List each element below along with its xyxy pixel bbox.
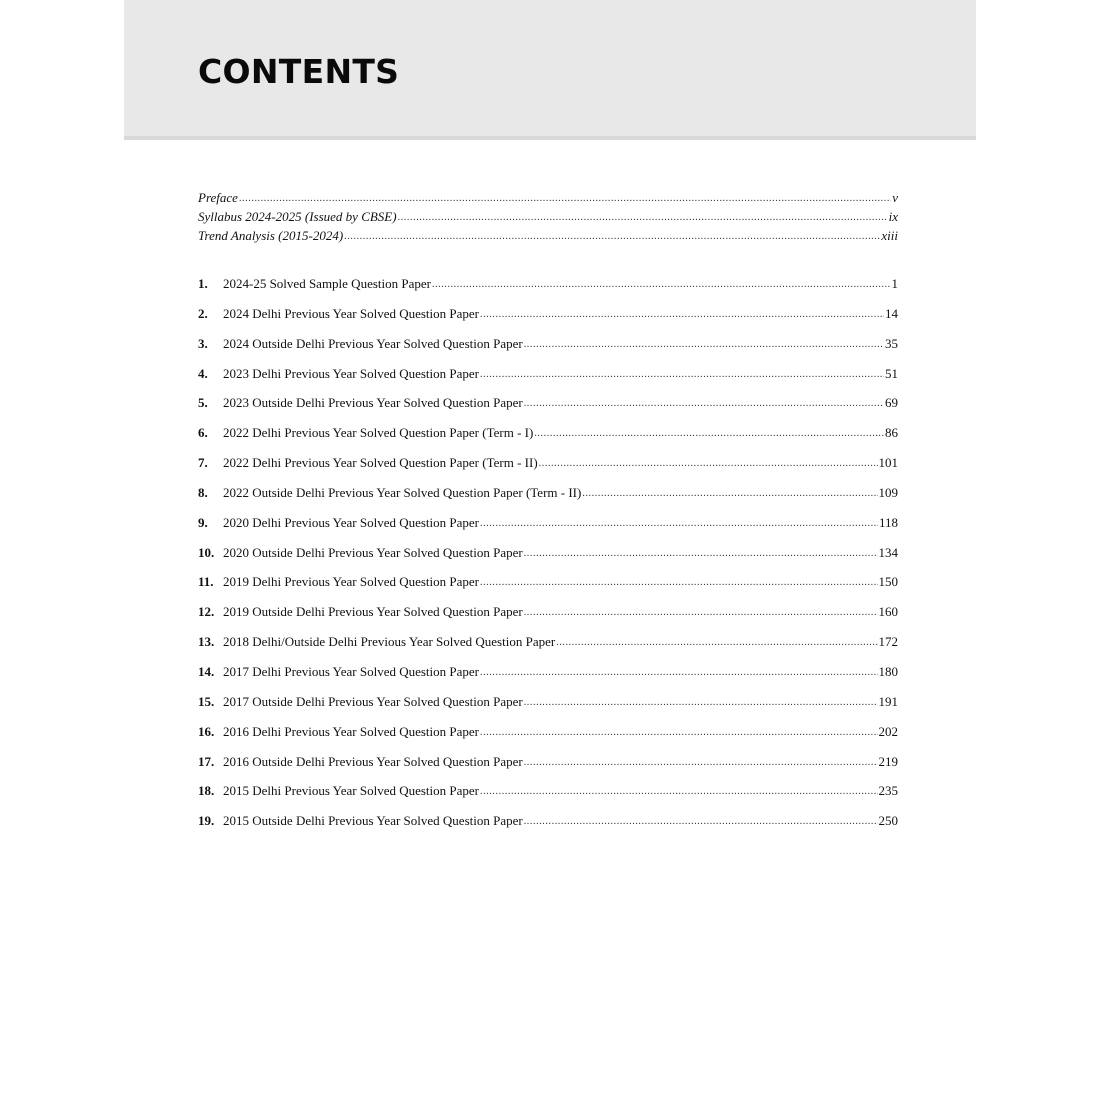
front-matter-item[interactable] [198, 190, 898, 209]
toc-entry-label: 2024 Delhi Previous Year Solved Question Paper [223, 305, 480, 321]
dot-leader [480, 577, 877, 588]
toc-page-number: 219 [878, 753, 898, 769]
dot-leader [239, 193, 891, 204]
document-page [124, 0, 976, 1100]
toc-page-number: ix [888, 209, 898, 224]
dot-leader [582, 488, 877, 499]
chapter-item[interactable] [198, 724, 898, 754]
toc-page-number: 14 [885, 305, 898, 321]
front-matter-item[interactable] [198, 209, 898, 228]
toc-page-number: 35 [885, 335, 898, 351]
dot-leader [524, 339, 884, 350]
dot-leader [480, 786, 877, 797]
toc-page-number: 191 [878, 693, 898, 709]
toc-entry-label: 2020 Outside Delhi Previous Year Solved Question Paper [223, 544, 523, 560]
chapter-number: 2. [198, 305, 208, 321]
chapter-item[interactable] [198, 813, 898, 843]
chapter-item[interactable] [198, 366, 898, 396]
dot-leader [344, 231, 880, 242]
toc-entry-label: 2018 Delhi/Outside Delhi Previous Year Solved Question Paper [223, 634, 556, 650]
toc-entry-label: 2023 Delhi Previous Year Solved Question Paper [223, 365, 480, 381]
chapter-number: 1. [198, 276, 208, 291]
toc-entry-label: 2024 Outside Delhi Previous Year Solved Question Paper [223, 335, 523, 351]
toc-page-number: 51 [885, 365, 898, 381]
chapter-item[interactable] [198, 694, 898, 724]
chapter-number: 9. [198, 514, 208, 530]
toc-page-number: 202 [878, 723, 898, 739]
chapter-number: 6. [198, 425, 208, 441]
toc-page-number: 118 [878, 514, 898, 530]
page-title: CONTENTS [198, 52, 400, 91]
chapter-item[interactable] [198, 425, 898, 455]
toc-page-number: 235 [878, 783, 898, 799]
toc-entry-label: 2022 Delhi Previous Year Solved Question Paper (Term - II) [223, 455, 538, 471]
chapter-number: 19. [198, 813, 215, 829]
chapter-item[interactable] [198, 455, 898, 485]
dot-leader [524, 607, 878, 618]
dot-leader [534, 428, 884, 439]
toc-page-number: 172 [878, 634, 898, 650]
toc-page-number: 160 [878, 604, 898, 620]
toc-page-number: 180 [878, 663, 898, 679]
dot-leader [524, 697, 878, 708]
toc-entry-label: Syllabus 2024-2025 (Issued by CBSE) [198, 209, 397, 224]
chapter-number: 18. [198, 783, 215, 799]
toc-page-number: 134 [878, 544, 898, 560]
toc-page-number: 250 [878, 813, 898, 829]
chapter-number: 12. [198, 604, 215, 620]
chapter-item[interactable] [198, 604, 898, 634]
toc-entry-label: 2016 Outside Delhi Previous Year Solved Question Paper [223, 753, 523, 769]
dot-leader [524, 757, 878, 768]
chapter-number: 13. [198, 634, 215, 650]
dot-leader [398, 212, 888, 223]
chapter-number: 4. [198, 365, 208, 381]
chapter-number: 10. [198, 544, 215, 560]
toc-page-number: 86 [885, 425, 898, 441]
dot-leader [556, 637, 877, 648]
toc-entry-label: 2022 Outside Delhi Previous Year Solved Question Paper (Term - II) [223, 484, 582, 500]
dot-leader [480, 309, 884, 320]
chapter-item[interactable] [198, 395, 898, 425]
chapter-item[interactable] [198, 485, 898, 515]
dot-leader [539, 458, 878, 469]
toc-page-number: v [892, 190, 898, 205]
chapter-item[interactable] [198, 783, 898, 813]
toc-entry-label: 2017 Outside Delhi Previous Year Solved Question Paper [223, 693, 523, 709]
chapter-list [198, 276, 898, 843]
chapter-item[interactable] [198, 306, 898, 336]
dot-leader [432, 279, 891, 290]
toc-entry-label: 2017 Delhi Previous Year Solved Question Paper [223, 663, 480, 679]
chapter-number: 8. [198, 484, 208, 500]
chapter-item[interactable] [198, 574, 898, 604]
dot-leader [524, 816, 878, 827]
chapter-number: 5. [198, 395, 208, 411]
header-band [124, 0, 976, 140]
chapter-item[interactable] [198, 545, 898, 575]
toc-page-number: 69 [885, 395, 898, 411]
toc-entry-label: 2019 Delhi Previous Year Solved Question Paper [223, 574, 480, 590]
dot-leader [480, 667, 877, 678]
dot-leader [524, 398, 884, 409]
toc-entry-label: Preface [198, 190, 238, 205]
toc-page-number: 101 [878, 455, 898, 471]
toc-page-number: 150 [878, 574, 898, 590]
toc-entry-label: 2015 Delhi Previous Year Solved Question Paper [223, 783, 480, 799]
front-matter-list [198, 190, 898, 247]
dot-leader [480, 518, 878, 529]
toc-entry-label: 2016 Delhi Previous Year Solved Question Paper [223, 723, 480, 739]
chapter-number: 7. [198, 455, 208, 471]
chapter-item[interactable] [198, 754, 898, 784]
dot-leader [480, 369, 884, 380]
chapter-item[interactable] [198, 336, 898, 366]
chapter-number: 17. [198, 753, 215, 769]
toc-entry-label: 2015 Outside Delhi Previous Year Solved Question Paper [223, 813, 523, 829]
toc-page-number: xiii [881, 228, 898, 243]
chapter-item[interactable] [198, 276, 898, 306]
toc-page-number: 1 [891, 276, 898, 291]
chapter-number: 16. [198, 723, 215, 739]
toc-entry-label: Trend Analysis (2015-2024) [198, 228, 344, 243]
toc-entry-label: 2023 Outside Delhi Previous Year Solved Question Paper [223, 395, 523, 411]
toc-page-number: 109 [878, 484, 898, 500]
toc-entry-label: 2019 Outside Delhi Previous Year Solved Question Paper [223, 604, 523, 620]
chapter-item[interactable] [198, 515, 898, 545]
chapter-number: 11. [198, 574, 214, 590]
toc-entry-label: 2022 Delhi Previous Year Solved Question Paper (Term - I) [223, 425, 534, 441]
chapter-number: 14. [198, 663, 215, 679]
chapter-number: 15. [198, 693, 215, 709]
chapter-number: 3. [198, 335, 208, 351]
dot-leader [524, 548, 878, 559]
toc-entry-label: 2024-25 Solved Sample Question Paper [223, 276, 431, 291]
dot-leader [480, 727, 877, 738]
chapter-item[interactable] [198, 664, 898, 694]
chapter-item[interactable] [198, 634, 898, 664]
toc-entry-label: 2020 Delhi Previous Year Solved Question Paper [223, 514, 480, 530]
front-matter-item[interactable] [198, 228, 898, 247]
